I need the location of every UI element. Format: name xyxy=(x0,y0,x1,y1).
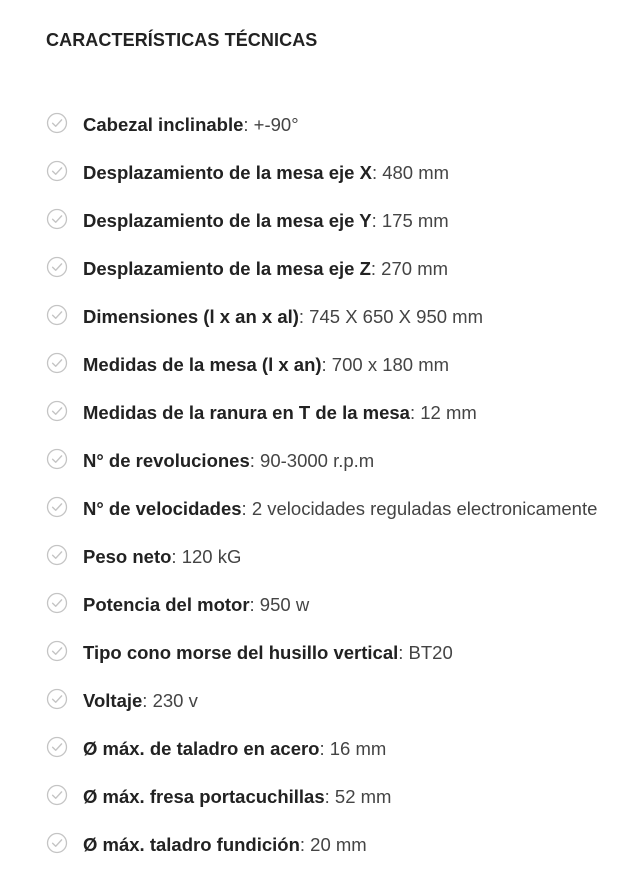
spec-value: : 120 kG xyxy=(171,546,242,567)
spec-value: : +-90° xyxy=(243,114,299,135)
check-circle-icon xyxy=(46,112,68,134)
spec-item xyxy=(46,159,606,187)
spec-label: Peso neto xyxy=(83,546,172,567)
spec-text xyxy=(83,783,606,811)
spec-label: N° de velocidades xyxy=(83,498,242,519)
spec-text xyxy=(83,735,606,763)
spec-item xyxy=(46,687,606,715)
check-circle-icon xyxy=(46,400,68,422)
spec-label: Medidas de la ranura en T de la mesa xyxy=(83,402,410,423)
spec-item xyxy=(46,639,606,667)
spec-label: Ø máx. fresa portacuchillas xyxy=(83,786,325,807)
spec-text xyxy=(83,639,606,667)
spec-value: : 700 x 180 mm xyxy=(321,354,450,375)
spec-value: : BT20 xyxy=(398,642,453,663)
check-circle-icon xyxy=(46,352,68,374)
spec-item xyxy=(46,495,606,523)
spec-label: Desplazamiento de la mesa eje Z xyxy=(83,258,371,279)
spec-text xyxy=(83,159,606,187)
spec-value: : 20 mm xyxy=(299,834,367,855)
check-circle-icon xyxy=(46,784,68,806)
spec-item xyxy=(46,591,606,619)
spec-list xyxy=(46,111,606,879)
spec-label: Medidas de la mesa (l x an) xyxy=(83,354,322,375)
spec-label: Cabezal inclinable xyxy=(83,114,244,135)
spec-label: Desplazamiento de la mesa eje Y xyxy=(83,210,372,231)
check-circle-icon xyxy=(46,496,68,518)
spec-text xyxy=(83,207,606,235)
spec-text xyxy=(83,447,606,475)
spec-item xyxy=(46,111,606,139)
spec-value: : 230 v xyxy=(142,690,198,711)
spec-text xyxy=(83,543,606,571)
spec-text xyxy=(83,687,606,715)
spec-label: Dimensiones (l x an x al) xyxy=(83,306,299,327)
check-circle-icon xyxy=(46,592,68,614)
check-circle-icon xyxy=(46,544,68,566)
spec-text xyxy=(83,255,606,283)
check-circle-icon xyxy=(46,256,68,278)
spec-label: N° de revoluciones xyxy=(83,450,250,471)
check-circle-icon xyxy=(46,208,68,230)
spec-item xyxy=(46,543,606,571)
spec-value: : 12 mm xyxy=(409,402,477,423)
spec-value: : 480 mm xyxy=(371,162,450,183)
spec-label: Ø máx. taladro fundición xyxy=(83,834,300,855)
spec-text xyxy=(83,831,606,859)
spec-text xyxy=(83,399,606,427)
spec-value: : 16 mm xyxy=(319,738,387,759)
section-heading: CARACTERÍSTICAS TÉCNICAS xyxy=(46,30,318,50)
spec-value: : 175 mm xyxy=(371,210,449,231)
spec-label: Voltaje xyxy=(83,690,143,711)
spec-value: : 52 mm xyxy=(324,786,392,807)
spec-item xyxy=(46,447,606,475)
spec-label: Desplazamiento de la mesa eje X xyxy=(83,162,372,183)
spec-item xyxy=(46,303,606,331)
spec-item xyxy=(46,207,606,235)
spec-text xyxy=(83,351,606,379)
check-circle-icon xyxy=(46,160,68,182)
check-circle-icon xyxy=(46,448,68,470)
spec-label: Potencia del motor xyxy=(83,594,250,615)
spec-value: : 270 mm xyxy=(370,258,449,279)
spec-value: : 950 w xyxy=(249,594,310,615)
spec-item xyxy=(46,831,606,859)
spec-value: : 90-3000 r.p.m xyxy=(249,450,375,471)
check-circle-icon xyxy=(46,640,68,662)
check-circle-icon xyxy=(46,832,68,854)
spec-value: : 745 X 650 X 950 mm xyxy=(298,306,483,327)
spec-text xyxy=(83,591,606,619)
spec-item xyxy=(46,255,606,283)
spec-item xyxy=(46,783,606,811)
check-circle-icon xyxy=(46,688,68,710)
spec-text xyxy=(83,303,606,331)
spec-item xyxy=(46,351,606,379)
check-circle-icon xyxy=(46,736,68,758)
spec-label: Ø máx. de taladro en acero xyxy=(83,738,320,759)
spec-text xyxy=(83,495,606,523)
spec-item xyxy=(46,735,606,763)
spec-text xyxy=(83,111,606,139)
spec-item xyxy=(46,399,606,427)
spec-value: : 2 velocidades reguladas electronicamente xyxy=(241,498,598,519)
spec-label: Tipo cono morse del husillo vertical xyxy=(83,642,399,663)
check-circle-icon xyxy=(46,304,68,326)
